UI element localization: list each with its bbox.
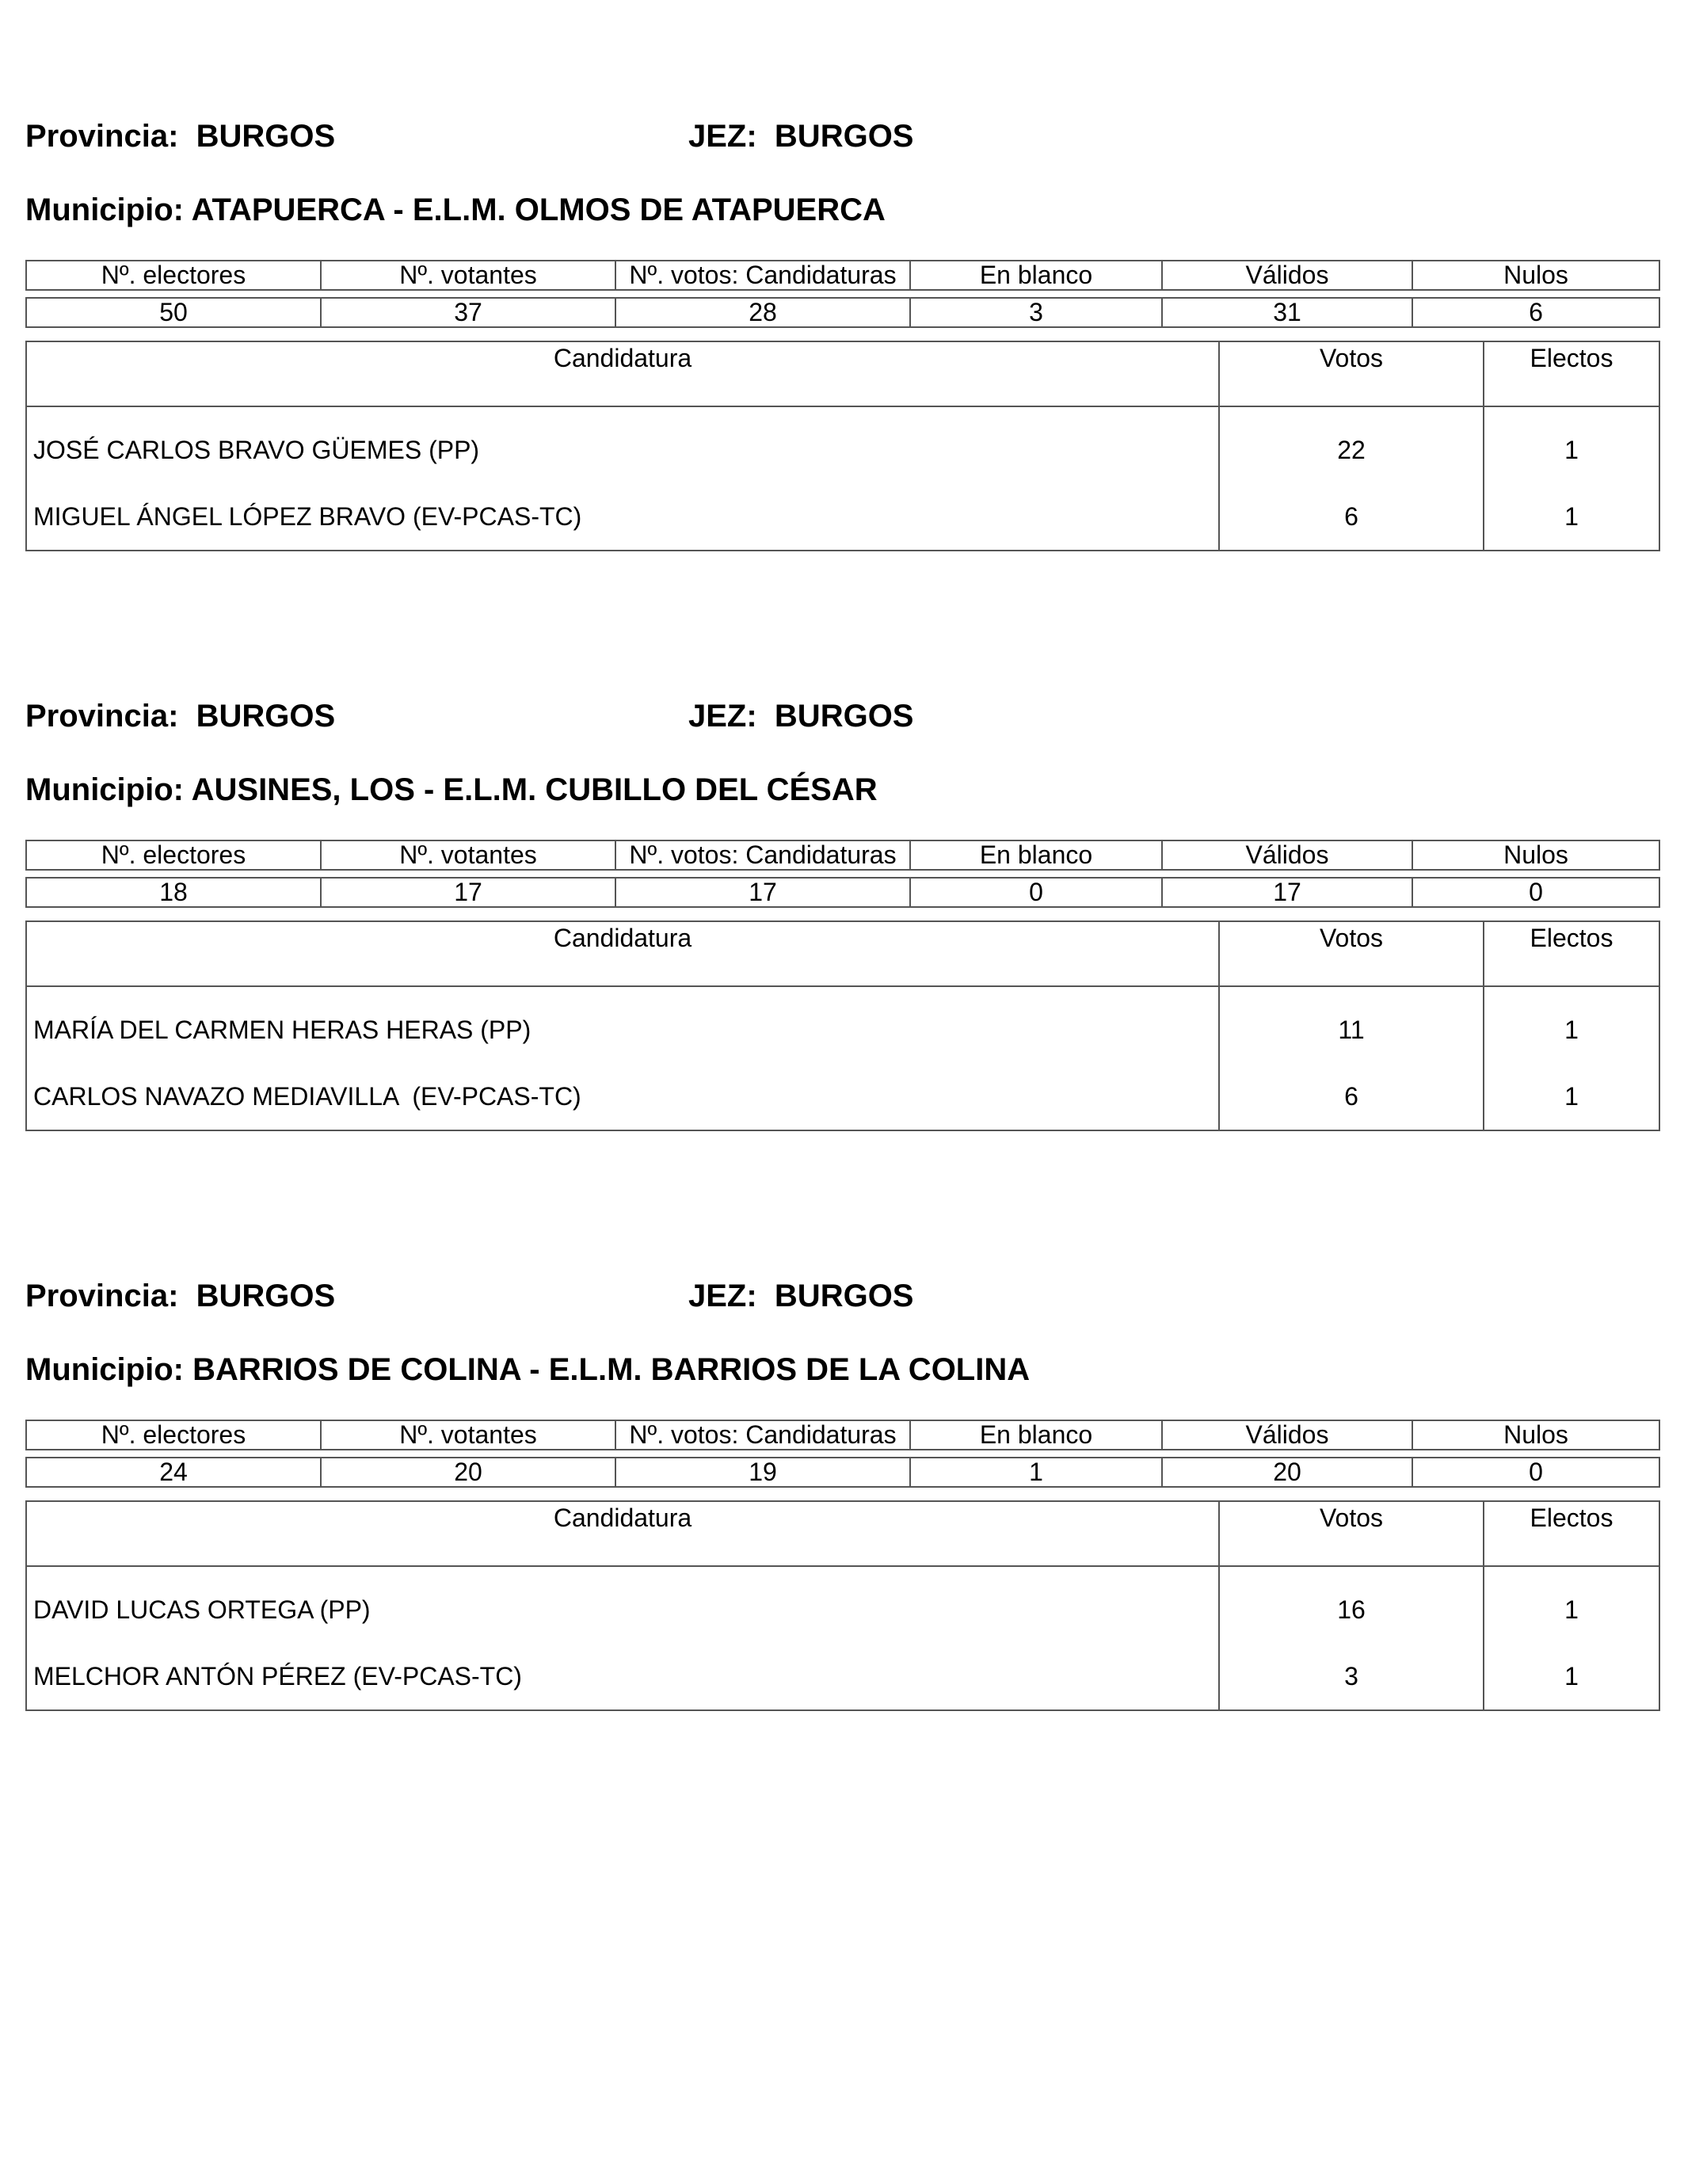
candidates-header-row: [26, 341, 1659, 406]
stats-value-votos-candidaturas: 28: [615, 298, 910, 327]
stats-header-votos-candidaturas: Nº. votos: Candidaturas: [615, 840, 910, 870]
stats-header-votantes: Nº. votantes: [321, 261, 615, 290]
electos-header: Electos: [1484, 1501, 1659, 1566]
municipio-line: [25, 1351, 1030, 1389]
stats-value-votantes: 37: [321, 298, 615, 327]
candidate-electos: 1: [1484, 986, 1659, 1063]
stats-header-en-blanco: En blanco: [910, 261, 1162, 290]
stats-header-nulos: Nulos: [1412, 261, 1659, 290]
stats-header-validos: Válidos: [1162, 840, 1412, 870]
candidate-electos: 1: [1484, 1643, 1659, 1710]
municipio-section-3: [25, 1277, 1659, 1721]
municipio-line: [25, 191, 886, 229]
municipio-line: [25, 771, 878, 809]
jez-value: BURGOS: [774, 119, 914, 154]
stats-value-votos-candidaturas: 17: [615, 878, 910, 907]
jez-line: [688, 117, 914, 155]
municipio-label: Municipio:: [25, 192, 184, 227]
candidate-votos: 16: [1219, 1566, 1484, 1643]
stats-value-en-blanco: 1: [910, 1458, 1162, 1487]
candidate-name: CARLOS NAVAZO MEDIAVILLA (EV-PCAS-TC): [26, 1063, 1219, 1130]
candidates-table: [25, 341, 1660, 551]
stats-table: [25, 260, 1660, 328]
provincia-label: Provincia:: [25, 699, 179, 734]
jez-value: BURGOS: [774, 699, 914, 734]
stats-value-validos: 31: [1162, 298, 1412, 327]
candidate-votos: 6: [1219, 483, 1484, 551]
provincia-label: Provincia:: [25, 1279, 179, 1313]
stats-header-row: [26, 261, 1659, 290]
stats-value-electores: 18: [26, 878, 321, 907]
candidates-table: [25, 920, 1660, 1131]
municipio-value: ATAPUERCA - E.L.M. OLMOS DE ATAPUERCA: [191, 192, 886, 227]
candidate-row: [26, 406, 1659, 483]
candidate-name: MELCHOR ANTÓN PÉREZ (EV-PCAS-TC): [26, 1643, 1219, 1710]
jez-label: JEZ:: [688, 119, 757, 154]
stats-header-en-blanco: En blanco: [910, 840, 1162, 870]
municipio-label: Municipio:: [25, 772, 184, 807]
stats-header-votos-candidaturas: Nº. votos: Candidaturas: [615, 261, 910, 290]
stats-value-row: [26, 1458, 1659, 1487]
stats-value-validos: 20: [1162, 1458, 1412, 1487]
stats-header-row: [26, 840, 1659, 870]
stats-value-en-blanco: 0: [910, 878, 1162, 907]
municipio-value: BARRIOS DE COLINA - E.L.M. BARRIOS DE LA COLINA: [192, 1352, 1031, 1387]
stats-header-nulos: Nulos: [1412, 840, 1659, 870]
municipio-label: Municipio:: [25, 1352, 184, 1387]
stats-table: [25, 840, 1660, 908]
candidate-electos: 1: [1484, 1063, 1659, 1130]
stats-value-nulos: 6: [1412, 298, 1659, 327]
provincia-line: [25, 1277, 335, 1315]
candidate-name: MIGUEL ÁNGEL LÓPEZ BRAVO (EV-PCAS-TC): [26, 483, 1219, 551]
candidate-votos: 11: [1219, 986, 1484, 1063]
candidate-row: [26, 483, 1659, 551]
votos-header: Votos: [1219, 1501, 1484, 1566]
stats-header-electores: Nº. electores: [26, 261, 321, 290]
stats-header-electores: Nº. electores: [26, 1420, 321, 1450]
votos-header: Votos: [1219, 921, 1484, 986]
stats-value-votantes: 20: [321, 1458, 615, 1487]
candidate-row: [26, 1566, 1659, 1643]
candidates-table: [25, 1500, 1660, 1711]
stats-header-votantes: Nº. votantes: [321, 1420, 615, 1450]
stats-value-row: [26, 878, 1659, 907]
provincia-line: [25, 117, 335, 155]
candidates-header-row: [26, 921, 1659, 986]
stats-header-nulos: Nulos: [1412, 1420, 1659, 1450]
candidate-votos: 22: [1219, 406, 1484, 483]
candidate-row: [26, 1063, 1659, 1130]
candidate-name: DAVID LUCAS ORTEGA (PP): [26, 1566, 1219, 1643]
provincia-value: BURGOS: [196, 699, 336, 734]
stats-value-nulos: 0: [1412, 1458, 1659, 1487]
stats-value-votos-candidaturas: 19: [615, 1458, 910, 1487]
stats-header-votantes: Nº. votantes: [321, 840, 615, 870]
municipio-section-2: [25, 697, 1659, 1141]
electos-header: Electos: [1484, 921, 1659, 986]
candidate-row: [26, 1643, 1659, 1710]
jez-line: [688, 697, 914, 735]
candidate-name: MARÍA DEL CARMEN HERAS HERAS (PP): [26, 986, 1219, 1063]
stats-header-en-blanco: En blanco: [910, 1420, 1162, 1450]
provincia-line: [25, 697, 335, 735]
stats-table: [25, 1420, 1660, 1488]
candidate-votos: 3: [1219, 1643, 1484, 1710]
candidatura-header: Candidatura: [26, 341, 1219, 406]
jez-line: [688, 1277, 914, 1315]
stats-value-electores: 24: [26, 1458, 321, 1487]
provincia-label: Provincia:: [25, 119, 179, 154]
stats-value-validos: 17: [1162, 878, 1412, 907]
candidatura-header: Candidatura: [26, 921, 1219, 986]
stats-header-row: [26, 1420, 1659, 1450]
provincia-value: BURGOS: [196, 1279, 336, 1313]
jez-label: JEZ:: [688, 1279, 757, 1313]
stats-value-row: [26, 298, 1659, 327]
jez-label: JEZ:: [688, 699, 757, 734]
candidates-header-row: [26, 1501, 1659, 1566]
municipio-value: AUSINES, LOS - E.L.M. CUBILLO DEL CÉSAR: [191, 772, 878, 807]
stats-header-validos: Válidos: [1162, 1420, 1412, 1450]
municipio-section-1: [25, 117, 1659, 561]
candidate-name: JOSÉ CARLOS BRAVO GÜEMES (PP): [26, 406, 1219, 483]
stats-value-en-blanco: 3: [910, 298, 1162, 327]
electos-header: Electos: [1484, 341, 1659, 406]
stats-header-validos: Válidos: [1162, 261, 1412, 290]
candidate-votos: 6: [1219, 1063, 1484, 1130]
stats-value-votantes: 17: [321, 878, 615, 907]
stats-value-electores: 50: [26, 298, 321, 327]
candidate-electos: 1: [1484, 1566, 1659, 1643]
stats-header-votos-candidaturas: Nº. votos: Candidaturas: [615, 1420, 910, 1450]
provincia-value: BURGOS: [196, 119, 336, 154]
jez-value: BURGOS: [774, 1279, 914, 1313]
candidatura-header: Candidatura: [26, 1501, 1219, 1566]
candidate-electos: 1: [1484, 406, 1659, 483]
stats-header-electores: Nº. electores: [26, 840, 321, 870]
candidate-electos: 1: [1484, 483, 1659, 551]
stats-value-nulos: 0: [1412, 878, 1659, 907]
candidate-row: [26, 986, 1659, 1063]
votos-header: Votos: [1219, 341, 1484, 406]
